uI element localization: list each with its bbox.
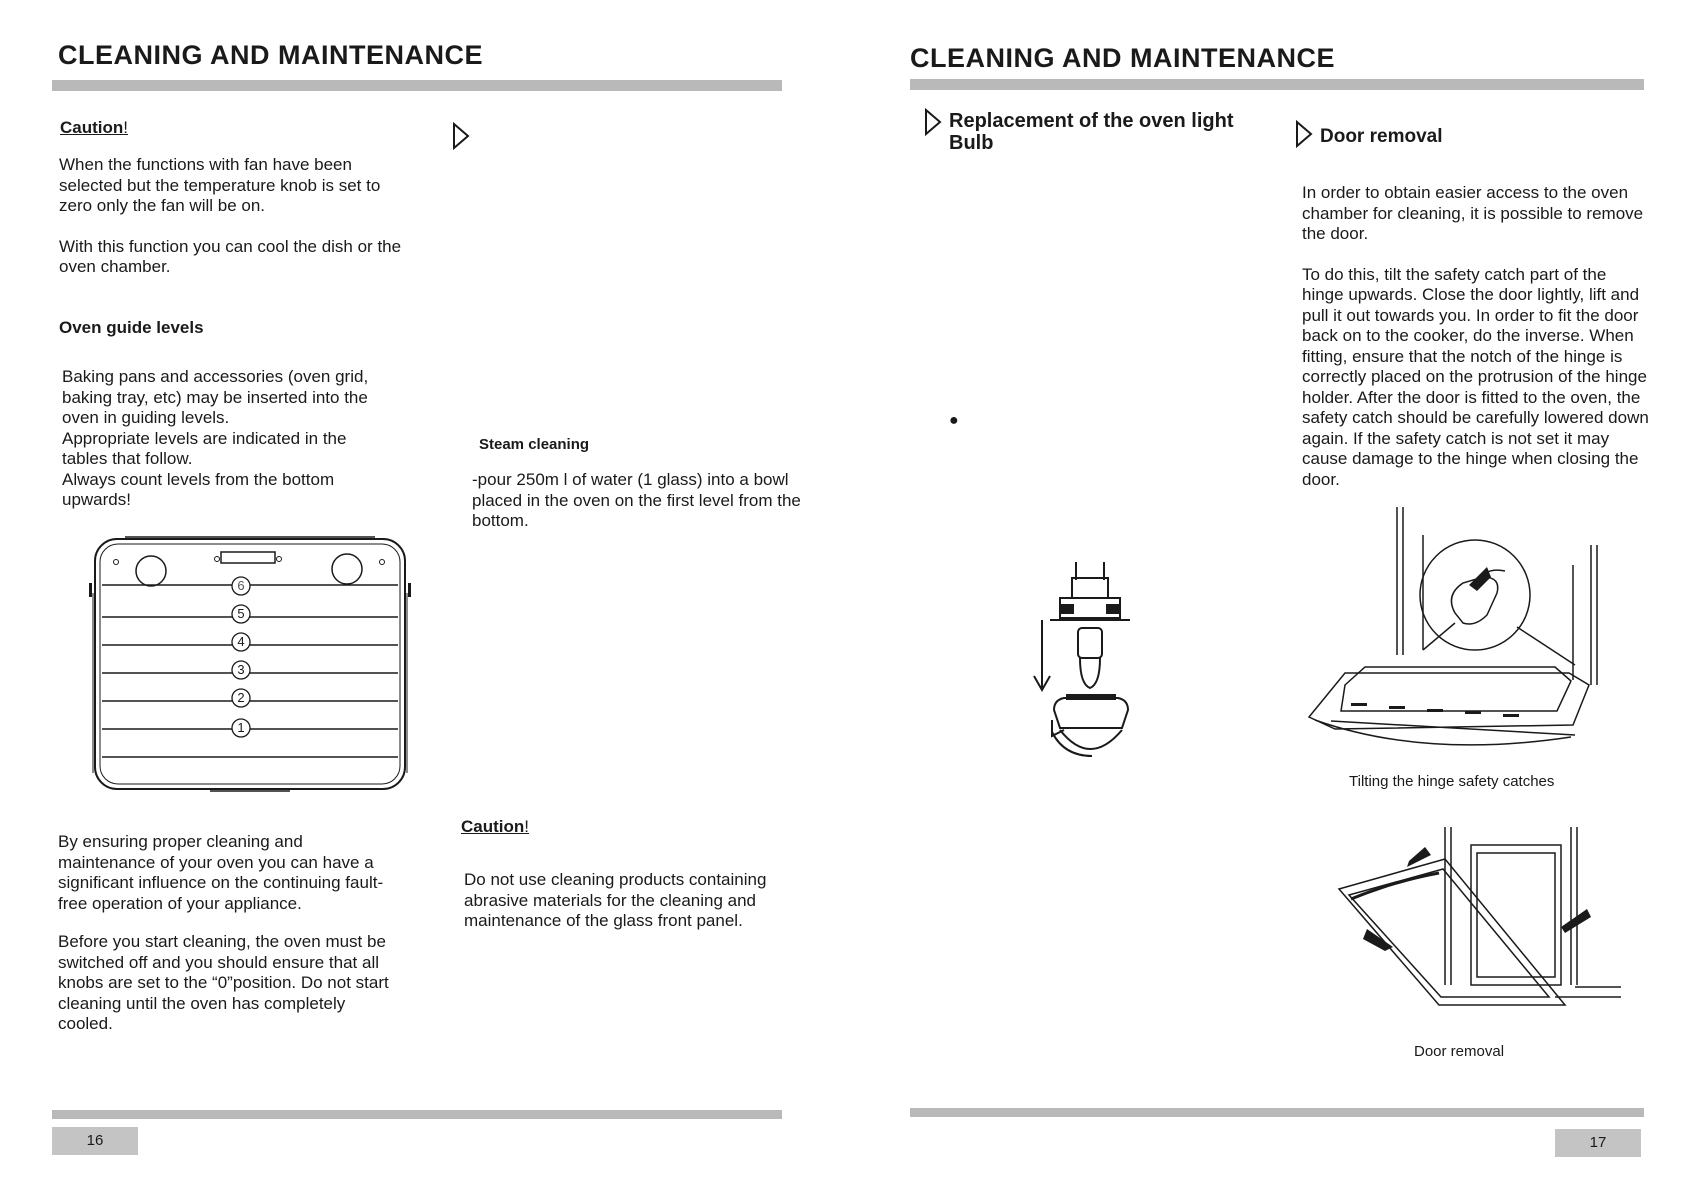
level-number: 5 [237, 606, 245, 621]
left-title-rule [52, 80, 782, 91]
door-removal-paragraph: In order to obtain easier access to the oven chamber for cleaning, it is possible to remove the door. [1302, 183, 1644, 243]
door-removal-diagram [1335, 825, 1635, 1015]
bullet-dot: ● [949, 412, 959, 429]
level-number: 3 [237, 662, 245, 677]
light-bulb-diagram [1030, 560, 1140, 766]
page-number-17: 17 [1555, 1129, 1641, 1157]
steam-cleaning-heading: Steam cleaning [479, 436, 590, 453]
guide-levels-line: upwards! [62, 490, 131, 509]
guide-levels-line: Always count levels from the bottom [62, 469, 335, 489]
caution-1-paragraph: When the functions with fan have been selected but the temperature knob is set to zero only the fan will be on. [59, 155, 381, 215]
page-number-16: 16 [52, 1127, 138, 1155]
bulb-heading: Replacement of the oven light Bulb [949, 110, 1234, 154]
oven-levels-diagram [85, 533, 415, 795]
guide-levels-line: Baking pans and accessories (oven grid, [62, 367, 369, 386]
door-removal-heading: Door removal [1320, 126, 1443, 147]
level-number: 2 [237, 690, 245, 705]
caution-1-paragraph: With this function you can cool the dish or the oven chamber. [59, 236, 402, 276]
guide-levels-line: tables that follow. [62, 449, 193, 468]
caution-1-label: Caution! [60, 118, 129, 137]
maintenance-paragraph: Before you start cleaning, the oven must be switched off and you should ensure that all knobs are set to the “0”position. Do not start cleaning until the oven has completely cooled. [58, 932, 389, 1033]
steam-cleaning-text: -pour 250m l of water (1 glass) into a bowl placed in the oven on the first level from the bottom. [472, 470, 801, 530]
door-removal-paragraph: To do this, tilt the safety catch part of the hinge upwards. Close the door lightly, lift and pull it out towards you. In order to fit the door back on to the cooker, do the inverse. When fitting, ensure that the notch of the hinge is correctly placed on the protrusion of the hinge holder. After the door is fitted to the oven, the safety catch should be carefully lowered down again. If the safety catch is not set it may cause damage to the hinge when closing the door. [1302, 264, 1649, 489]
left-footer-rule [52, 1110, 782, 1119]
left-page-title: CLEANING AND MAINTENANCE [58, 40, 483, 70]
maintenance-paragraph: By ensuring proper cleaning and maintenance of your oven you can have a significant influence on the continuing fault-free operation of your appliance. [58, 832, 384, 913]
triangle-pointer-icon [1295, 120, 1313, 148]
triangle-pointer-icon [924, 108, 942, 136]
maintenance-text [58, 832, 403, 1035]
level-number: 4 [237, 634, 245, 649]
triangle-pointer-icon [452, 122, 470, 150]
caution-2-label: Caution! [461, 817, 530, 836]
level-number: 6 [237, 578, 245, 593]
caution-1-text [59, 155, 409, 278]
hinge-caption: Tilting the hinge safety catches [1349, 773, 1555, 790]
caution-2-text: Do not use cleaning products containing abrasive materials for the cleaning and maintenance of the glass front panel. [464, 870, 767, 930]
right-footer-rule [910, 1108, 1644, 1117]
guide-levels-line: oven in guiding levels. [62, 408, 230, 427]
hinge-diagram [1305, 505, 1605, 755]
level-number: 1 [237, 720, 245, 735]
guide-levels-text [62, 367, 408, 511]
right-page-title: CLEANING AND MAINTENANCE [910, 43, 1335, 73]
door-removal-text [1302, 183, 1650, 490]
right-title-rule [910, 79, 1644, 90]
guide-levels-line: Appropriate levels are indicated in the [62, 428, 347, 448]
door-removal-caption: Door removal [1414, 1043, 1505, 1060]
guide-levels-line: baking tray, etc) may be inserted into the [62, 387, 368, 407]
guide-levels-heading: Oven guide levels [59, 318, 204, 337]
